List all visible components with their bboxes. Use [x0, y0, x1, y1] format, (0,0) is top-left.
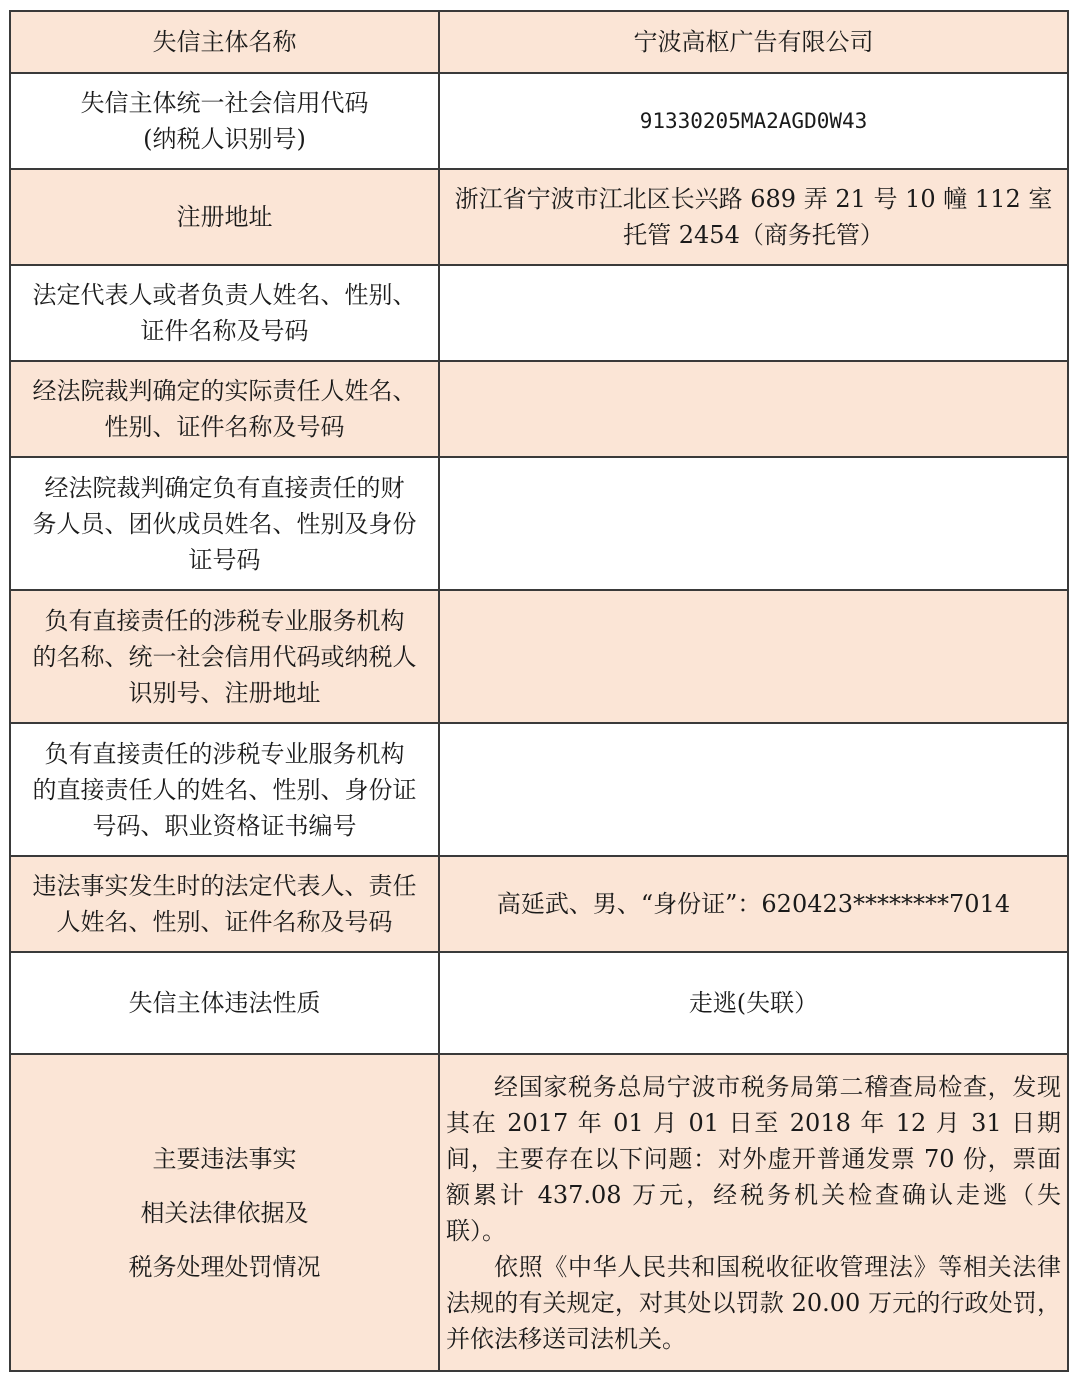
row-violation-nature — [10, 952, 1068, 1054]
facts-paragraph-1: 经国家税务总局宁波市税务局第二稽查局检查，发现其在 2017 年 01 月 01 日至 2018 年 12 月 31 日期间，主要存在以下问题：对外虚开普通发票 70 份，票面额累计 437.08 万元，经税务机关检查确认走逃（失联）。 — [446, 1072, 1061, 1245]
label-registered-address: 注册地址 — [10, 169, 439, 265]
label-violation-nature: 失信主体违法性质 — [10, 952, 439, 1054]
row-entity-name — [10, 11, 1068, 73]
value-legal-representative — [439, 265, 1068, 361]
value-tax-agency-person — [439, 723, 1068, 856]
label-penalty: 税务处理处罚情况 — [128, 1252, 321, 1281]
value-entity-name: 宁波高枢广告有限公司 — [439, 11, 1068, 73]
row-violation-representative — [10, 856, 1068, 952]
value-actual-responsible — [439, 361, 1068, 457]
value-credit-code: 91330205MA2AGD0W43 — [439, 73, 1068, 169]
label-legal-basis: 相关法律依据及 — [140, 1198, 309, 1227]
value-violation-representative: 高延武、男、“身份证”：620423********7014 — [439, 856, 1068, 952]
facts-paragraph-2: 依照《中华人民共和国税收征收管理法》等相关法律法规的有关规定，对其处以罚款 20.00 万元的行政处罚，并依法移送司法机关。 — [446, 1252, 1061, 1353]
label-tax-agency-person: 负有直接责任的涉税专业服务机构 的直接责任人的姓名、性别、身份证 号码、职业资格证书编号 — [10, 723, 439, 856]
label-entity-name: 失信主体名称 — [10, 11, 439, 73]
row-tax-agency-person — [10, 723, 1068, 856]
row-registered-address — [10, 169, 1068, 265]
value-finance-staff — [439, 457, 1068, 590]
value-violation-nature: 走逃(失联） — [439, 952, 1068, 1054]
label-main-facts — [10, 1054, 439, 1371]
row-actual-responsible — [10, 361, 1068, 457]
row-main-facts — [10, 1054, 1068, 1371]
label-main-violation-facts: 主要违法事实 — [152, 1144, 297, 1173]
label-tax-agency: 负有直接责任的涉税专业服务机构 的名称、统一社会信用代码或纳税人 识别号、注册地址 — [10, 590, 439, 723]
row-finance-staff — [10, 457, 1068, 590]
label-finance-staff: 经法院裁判确定负有直接责任的财 务人员、团伙成员姓名、性别及身份 证号码 — [10, 457, 439, 590]
row-legal-representative — [10, 265, 1068, 361]
row-credit-code — [10, 73, 1068, 169]
value-registered-address: 浙江省宁波市江北区长兴路 689 弄 21 号 10 幢 112 室 托管 2454（商务托管） — [439, 169, 1068, 265]
label-credit-code: 失信主体统一社会信用代码 (纳税人识别号) — [10, 73, 439, 169]
label-violation-representative: 违法事实发生时的法定代表人、责任 人姓名、性别、证件名称及号码 — [10, 856, 439, 952]
row-tax-agency — [10, 590, 1068, 723]
label-legal-representative: 法定代表人或者负责人姓名、性别、 证件名称及号码 — [10, 265, 439, 361]
dishonest-entity-table — [9, 10, 1069, 1372]
value-main-facts — [439, 1054, 1068, 1371]
label-actual-responsible: 经法院裁判确定的实际责任人姓名、 性别、证件名称及号码 — [10, 361, 439, 457]
value-tax-agency — [439, 590, 1068, 723]
